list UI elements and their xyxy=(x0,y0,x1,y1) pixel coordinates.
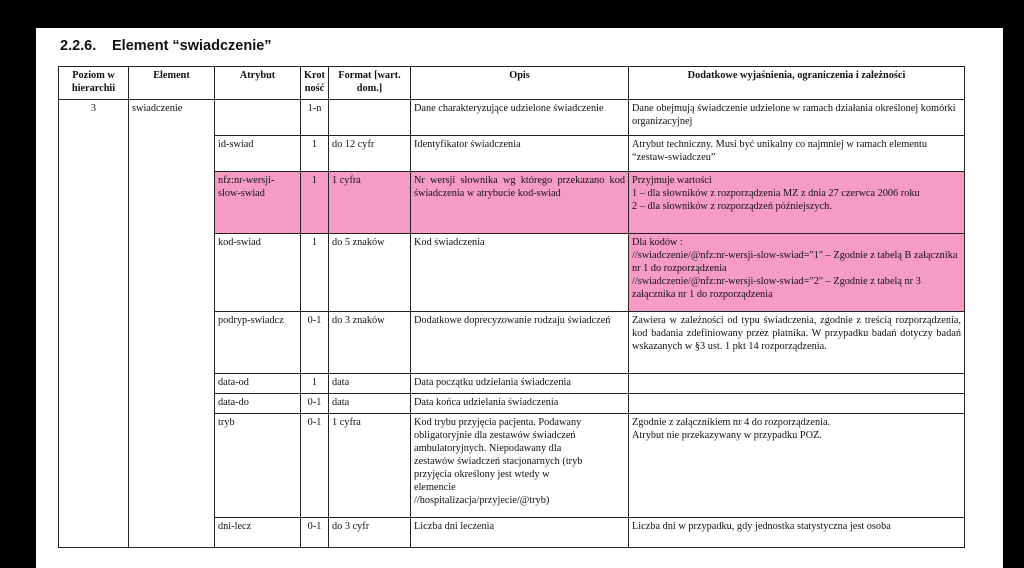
header-notes: Dodatkowe wyjaśnienia, ograniczenia i zależności xyxy=(629,67,965,100)
notes-cell xyxy=(629,172,965,234)
count-cell: 0-1 xyxy=(301,312,329,374)
count-cell: 0-1 xyxy=(301,394,329,414)
description-cell: Identyfikator świadczenia xyxy=(411,136,629,172)
header-description: Opis xyxy=(411,67,629,100)
attribute-cell: podryp-swiadcz xyxy=(215,312,301,374)
description-line: zestawów świadczeń stacjonarnych (tryb xyxy=(414,456,583,467)
notes-cell xyxy=(629,374,965,394)
notes-cell: Dane obejmują świadczenie udzielone w ramach działania określonej komórki organizacyjnej xyxy=(629,100,965,136)
attribute-cell: nfz:nr-wersji-slow-swiad xyxy=(215,172,301,234)
notes-cell-highlighted xyxy=(629,234,965,312)
header-attribute: Atrybut xyxy=(215,67,301,100)
description-line: obligatoryjnie dla zestawów świadczeń xyxy=(414,430,576,441)
header-element: Element xyxy=(129,67,215,100)
attribute-table xyxy=(58,66,965,548)
notes-line: Atrybut nie przekazywany w przypadku POZ. xyxy=(632,430,822,441)
count-cell: 1 xyxy=(301,136,329,172)
count-cell: 1 xyxy=(301,172,329,234)
format-cell: do 12 cyfr xyxy=(329,136,411,172)
element-cell: swiadczenie xyxy=(129,100,215,548)
section-heading xyxy=(60,38,272,54)
notes-line: Zgodnie z załącznikiem nr 4 do rozporządzenia. xyxy=(632,417,831,428)
notes-cell: Atrybut techniczny. Musi być unikalny co najmniej w ramach elementu “zestaw-swiadczeu” xyxy=(629,136,965,172)
header-level: Poziom w hierarchii xyxy=(59,67,129,100)
description-cell xyxy=(411,414,629,518)
description-line: //hospitalizacja/przyjecie/@tryb) xyxy=(414,495,550,506)
section-title: Element “swiadczenie” xyxy=(112,38,272,54)
description-cell: Liczba dni leczenia xyxy=(411,518,629,548)
document-page xyxy=(36,28,1003,568)
description-line: elemencie xyxy=(414,482,456,493)
section-number: 2.2.6. xyxy=(60,38,97,54)
table-header-row xyxy=(59,67,965,100)
header-format: Format [wart. dom.] xyxy=(329,67,411,100)
attribute-cell: data-do xyxy=(215,394,301,414)
notes-line: //swiadczenie/@nfz:nr-wersji-slow-swiad="1" – Zgodnie z tabelą B załącznika nr 1 do rozporządzenia xyxy=(632,250,958,274)
level-cell: 3 xyxy=(59,100,129,548)
description-line: przyjęcia określony jest wtedy w xyxy=(414,469,550,480)
description-cell: Nr wersji słownika wg którego przekazano kod świadczenia w atrybucie kod-swiad xyxy=(411,172,629,234)
format-cell: 1 cyfra xyxy=(329,414,411,518)
notes-cell: Zawiera w zależności od typu świadczenia, zgodnie z treścią rozporządzenia, kod badania zdefiniowany przez płatnika. W przypadku badań dotyczy badań wskazanych w §3 ust. 1 pkt 14 rozporządzenia. xyxy=(629,312,965,374)
count-cell: 1-n xyxy=(301,100,329,136)
format-cell: do 5 znaków xyxy=(329,234,411,312)
attribute-cell: tryb xyxy=(215,414,301,518)
format-cell: do 3 cyfr xyxy=(329,518,411,548)
count-cell: 1 xyxy=(301,234,329,312)
format-cell: data xyxy=(329,374,411,394)
attribute-cell: data-od xyxy=(215,374,301,394)
table-row xyxy=(59,100,965,136)
format-cell: 1 cyfra xyxy=(329,172,411,234)
notes-line: //swiadczenie/@nfz:nr-wersji-slow-swiad="2" – Zgodnie z tabelą nr 3 załącznika nr 1 do rozporządzenia xyxy=(632,276,921,300)
description-cell: Data końca udzielania świadczenia xyxy=(411,394,629,414)
notes-line: 1 – dla słowników z rozporządzenia MZ z dnia 27 czerwca 2006 roku xyxy=(632,188,920,199)
attribute-cell: dni-lecz xyxy=(215,518,301,548)
header-count: Krot ność xyxy=(301,67,329,100)
notes-line: 2 – dla słowników z rozporządzeń późniejszych. xyxy=(632,201,832,212)
notes-line: Przyjmuje wartości xyxy=(632,175,712,186)
count-cell: 0-1 xyxy=(301,518,329,548)
attribute-cell xyxy=(215,100,301,136)
description-cell: Data początku udzielania świadczenia xyxy=(411,374,629,394)
description-cell: Kod świadczenia xyxy=(411,234,629,312)
description-cell: Dane charakteryzujące udzielone świadczenie xyxy=(411,100,629,136)
attribute-cell: kod-swiad xyxy=(215,234,301,312)
description-cell: Dodatkowe doprecyzowanie rodzaju świadczeń xyxy=(411,312,629,374)
notes-cell xyxy=(629,414,965,518)
format-cell: data xyxy=(329,394,411,414)
notes-cell: Liczba dni w przypadku, gdy jednostka statystyczna jest osoba xyxy=(629,518,965,548)
description-line: ambulatoryjnych. Niepodawany dla xyxy=(414,443,562,454)
description-line: Kod trybu przyjęcia pacjenta. Podawany xyxy=(414,417,582,428)
notes-cell xyxy=(629,394,965,414)
count-cell: 1 xyxy=(301,374,329,394)
attribute-cell: id-swiad xyxy=(215,136,301,172)
format-cell: do 3 znaków xyxy=(329,312,411,374)
count-cell: 0-1 xyxy=(301,414,329,518)
notes-line: Dla kodów : xyxy=(632,237,683,248)
format-cell xyxy=(329,100,411,136)
